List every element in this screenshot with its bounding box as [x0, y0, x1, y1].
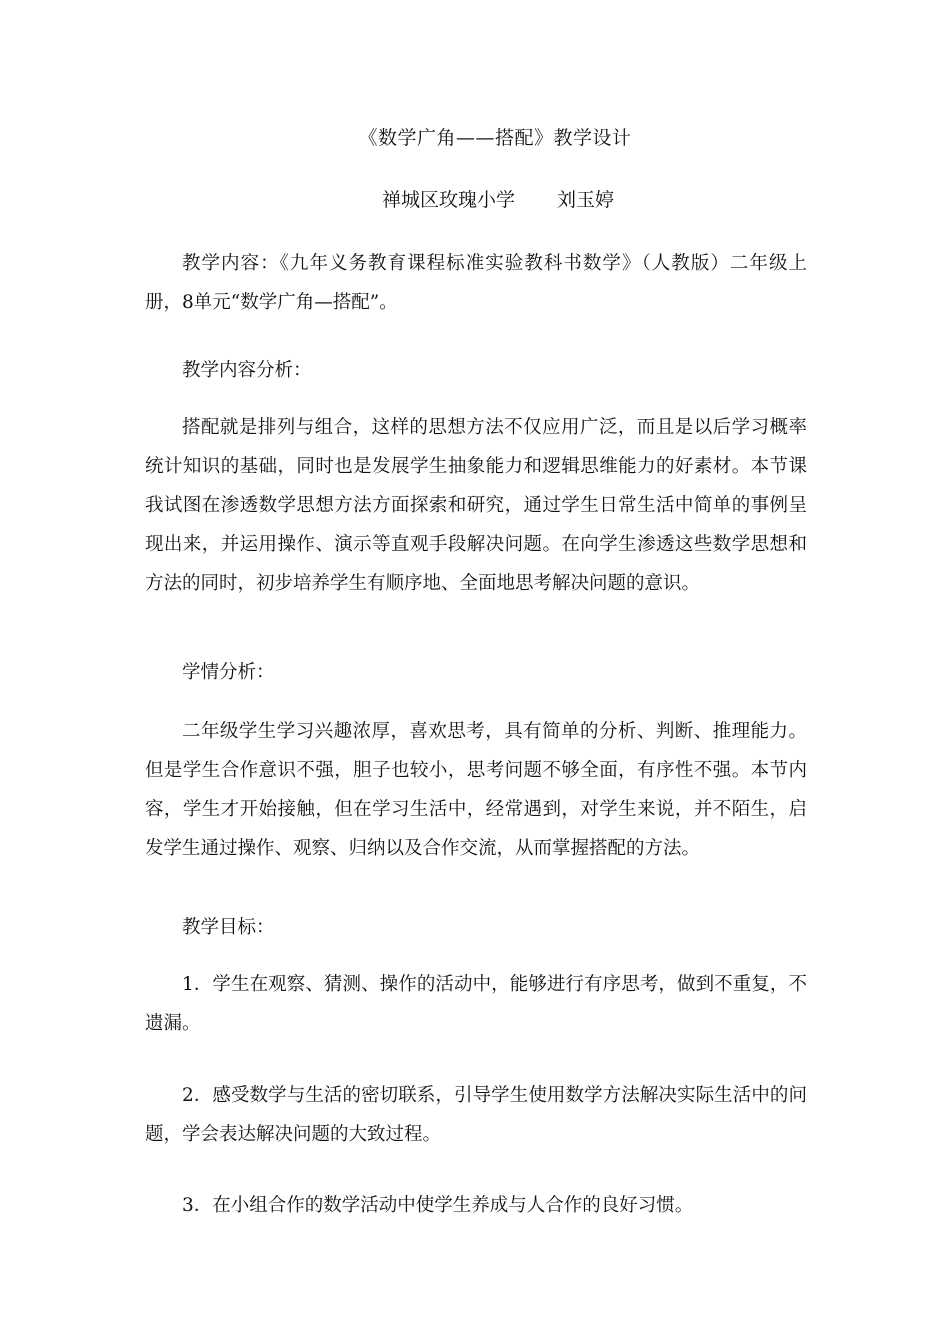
- school-name: 禅城区玫瑰小学: [382, 189, 516, 211]
- author-name: 刘玉婷: [557, 189, 615, 211]
- document-title: 《数学广角——搭配》教学设计: [358, 127, 632, 149]
- content-analysis-heading: 教学内容分析：: [182, 360, 312, 381]
- content-analysis-paragraph: 搭配就是排列与组合，这样的思想方法不仅应用广泛，而且是以后学习概率统计知识的基础，同时也是发展学生抽象能力和逻辑思维能力的好素材。本节课我试图在渗透数学思想方法方面探索和研究，通过学生日常生活中简单的事例呈现出来，并运用操作、演示等直观手段解决问题。在向学生渗透这些数学思想和方法的同时，初步培养学生有顺序地、全面地思考解决问题的意识。: [145, 417, 807, 594]
- student-analysis-paragraph: 二年级学生学习兴趣浓厚，喜欢思考，具有简单的分析、判断、推理能力。但是学生合作意识不强，胆子也较小，思考问题不够全面，有序性不强。本节内容，学生才开始接触，但在学习生活中，经常遇到，对学生来说，并不陌生，启发学生通过操作、观察、归纳以及合作交流，从而掌握搭配的方法。: [145, 721, 807, 859]
- teaching-content-paragraph: 教学内容：《九年义务教育课程标准实验教科书数学》（人教版）二年级上册，8单元“数学广角—搭配”。: [145, 253, 807, 313]
- student-analysis-heading: 学情分析：: [182, 662, 275, 683]
- author-line: [382, 186, 614, 214]
- goal-item-2: 2．感受数学与生活的密切联系，引导学生使用数学方法解决实际生活中的问题，学会表达解决问题的大致过程。: [145, 1085, 807, 1145]
- teaching-goals-heading: 教学目标：: [182, 917, 275, 938]
- goal-item-1: 1．学生在观察、猜测、操作的活动中，能够进行有序思考，做到不重复，不遗漏。: [145, 974, 807, 1034]
- goal-item-3: 3．在小组合作的数学活动中使学生养成与人合作的良好习惯。: [182, 1195, 694, 1216]
